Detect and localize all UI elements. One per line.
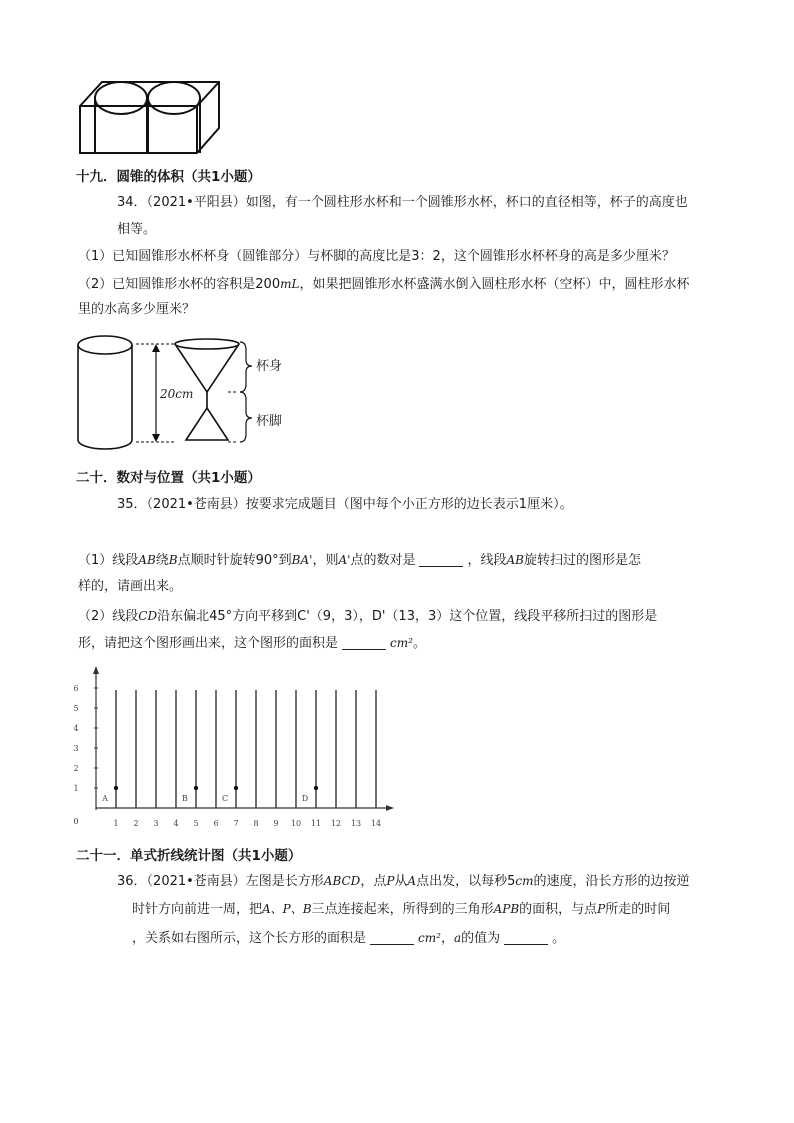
q36-line2: 时针方向前进一周，把A、P、B三点连接起来，所得到的三角形APB的面积，与点P所走的时间 xyxy=(132,902,671,917)
q34-part2-line1: （2）已知圆锥形水杯的容积是200mL，如果把圆锥形水杯盛满水倒入圆柱形水杯（空杯）中，圆柱形水杯 xyxy=(78,277,690,292)
x-tick-7: 7 xyxy=(233,819,239,828)
point-label-A: A xyxy=(102,794,108,803)
height-label: 20cm xyxy=(160,387,194,401)
q34-part2-line2: 里的水高多少厘米？ xyxy=(78,302,196,317)
q36-line1: 36．（2021•苍南县）左图是长方形ABCD，点P从A点出发，以每秒5cm的速度，沿长方形的边按逆 xyxy=(117,874,690,889)
x-tick-12: 12 xyxy=(330,819,342,828)
x-tick-10: 10 xyxy=(290,819,302,828)
y-tick-5: 5 xyxy=(73,704,79,713)
answer-blank-2[interactable] xyxy=(342,635,386,650)
point-label-C: C xyxy=(221,794,229,803)
cup-body-label: 杯身 xyxy=(256,359,283,374)
q35-part2-line2: 形，请把这个图形画出来，这个图形的面积是 cm²。 xyxy=(78,636,426,651)
point-D xyxy=(314,786,318,790)
answer-blank-3[interactable] xyxy=(370,930,414,945)
y-tick-6: 6 xyxy=(73,684,79,693)
y-tick-1: 1 xyxy=(73,784,79,793)
x-tick-6: 6 xyxy=(213,819,219,828)
q34-part1: （1）已知圆锥形水杯杯身（圆锥部分）与杯脚的高度比是3：2，这个圆锥形水杯杯身的高是多少厘米？ xyxy=(78,249,675,264)
section-title-20: 二十．数对与位置（共1小题） xyxy=(76,470,261,486)
point-C xyxy=(234,786,238,790)
y-axis-arrow xyxy=(93,666,99,674)
q34-line2: 相等。 xyxy=(117,222,157,237)
q35-line1: 35．（2021•苍南县）按要求完成题目（图中每个小正方形的边长表示1厘米）。 xyxy=(117,497,573,512)
point-A xyxy=(114,786,118,790)
x-tick-1: 1 xyxy=(113,819,119,828)
x-tick-9: 9 xyxy=(273,819,279,828)
point-B xyxy=(194,786,198,790)
q36-line3: ，关系如右图所示，这个长方形的面积是 cm²，a的值为 。 xyxy=(132,931,566,946)
q35-part1-line2: 样的，请画出来。 xyxy=(78,579,183,594)
y-tick-4: 4 xyxy=(73,724,79,733)
answer-blank-1[interactable] xyxy=(419,552,463,567)
x-tick-4: 4 xyxy=(173,819,179,828)
cups-figure xyxy=(76,332,296,452)
answer-blank-4[interactable] xyxy=(504,930,548,945)
x-tick-3: 3 xyxy=(153,819,159,828)
y-tick-3: 3 xyxy=(73,744,79,753)
coordinate-grid xyxy=(70,662,410,834)
section-title-21: 二十一．单式折线统计图（共1小题） xyxy=(76,848,302,864)
point-label-D: D xyxy=(301,794,309,803)
y-tick-0: 0 xyxy=(73,817,79,826)
x-tick-2: 2 xyxy=(133,819,139,828)
y-tick-2: 2 xyxy=(73,764,79,773)
section-title-19: 十九．圆锥的体积（共1小题） xyxy=(76,169,261,185)
point-label-B: B xyxy=(182,794,188,803)
x-axis-arrow xyxy=(386,805,394,811)
x-tick-14: 14 xyxy=(370,819,382,828)
q35-part1-line1: （1）线段AB绕B点顺时针旋转90°到BA'，则A'点的数对是 ，线段AB旋转扫过的图形是怎 xyxy=(78,553,641,568)
x-tick-13: 13 xyxy=(350,819,362,828)
x-tick-11: 11 xyxy=(310,819,322,828)
q35-part2-line1: （2）线段CD沿东偏北45°方向平移到C'（9，3），D'（13，3）这个位置，线段平移所扫过的图形是 xyxy=(78,609,658,624)
box-cylinders-figure xyxy=(76,78,226,158)
x-tick-8: 8 xyxy=(253,819,259,828)
x-tick-5: 5 xyxy=(193,819,199,828)
q34-line1: 34．（2021•平阳县）如图，有一个圆柱形水杯和一个圆锥形水杯，杯口的直径相等，杯子的高度也 xyxy=(117,195,688,210)
cup-foot-label: 杯脚 xyxy=(256,414,283,429)
